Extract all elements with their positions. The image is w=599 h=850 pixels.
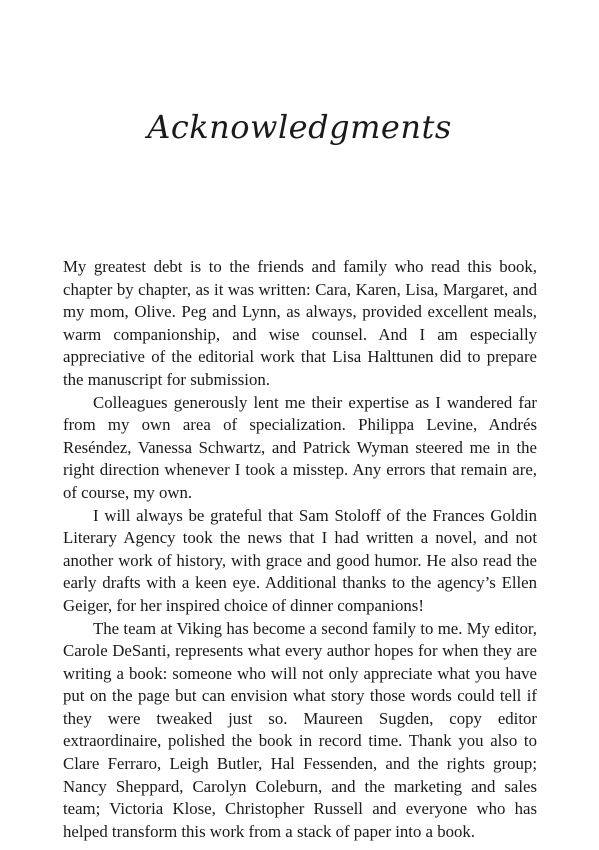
paragraph-agency: I will always be grateful that Sam Stoloff of the Frances Goldin Literary Agency took the news that I had written a novel, and not another work of history, with grace and good humor. He also read the early drafts with a keen eye. Additional thanks to the agency’s Ellen Geiger, for her inspired choice of dinner companions!	[63, 505, 537, 615]
paragraph-viking-team: The team at Viking has become a second family to me. My editor, Carole DeSanti, represents what every author hopes for when they are writing a book: someone who will not only appreciate what you have put on the page but can envision what story those words could tell if they were tweaked just so. Maureen Sugden, copy editor extraordinaire, polished the book in record time. Thank you also to Clare Ferraro, Leigh Butler, Hal Fessenden, and the rights group; Nancy Sheppard, Carolyn Coleburn, and the marketing and sales team; Victoria Klose, Christopher Russell and everyone who has helped transform this work from a stack of paper into a book.	[63, 618, 537, 841]
paragraph-family: My greatest debt is to the friends and family who read this book, chapter by chapter, as it was written: Cara, Karen, Lisa, Margaret, and my mom, Olive. Peg and Lynn, as always, provided excellent meals, warm companionship, and wise counsel. And I am especially appreciative of the editorial work that Lisa Halttunen did to prepare the manuscript for submission.	[63, 257, 537, 389]
acknowledgments-body	[63, 256, 537, 843]
page-title: Acknowledgments	[147, 108, 452, 146]
paragraph-colleagues: Colleagues generously lent me their expertise as I wandered far from my own area of specialization. Philippa Levine, Andrés Reséndez, Vanessa Schwartz, and Patrick Wyman steered me in the right direction whenever I took a misstep. Any errors that remain are, of course, my own.	[63, 392, 537, 502]
